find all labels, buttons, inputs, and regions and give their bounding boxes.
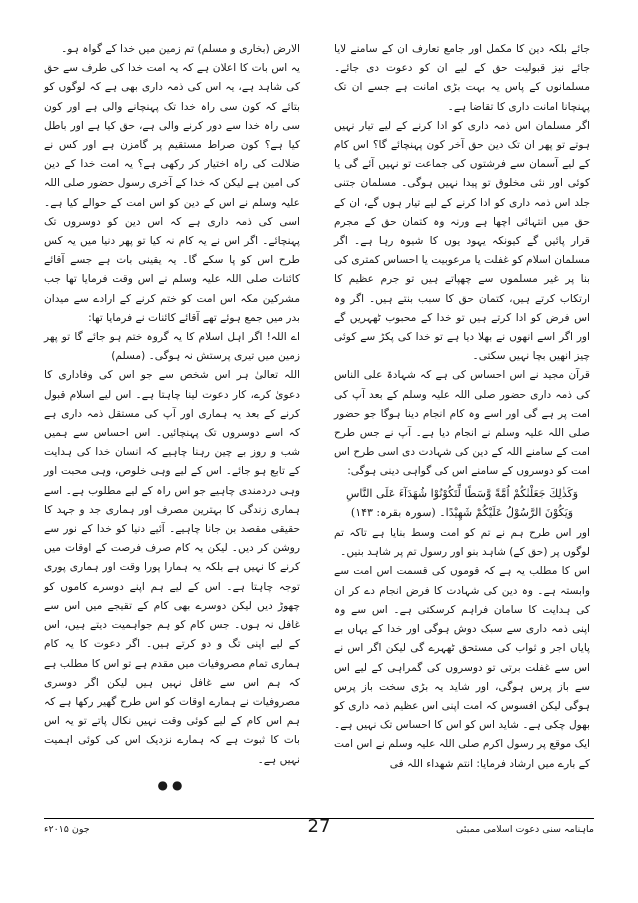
paragraph: الارض (بخاری و مسلم) تم زمین میں خدا کے گواہ ہو۔ <box>61 43 300 55</box>
paragraph: اور اس طرح ہم نے تم کو امت وسط بنایا ہے تاکہ تم لوگوں پر (حق کے) شاہد بنو اور رسول تم پر شاہد بنیں۔ <box>334 527 590 559</box>
page-footer <box>44 816 594 842</box>
quran-verse: وَكَذٰلِكَ جَعَلْنٰكُمْ اُمَّةً وَّسَطًا لِّتَكُوْنُوْا شُهَدَآءَ عَلَى النَّاسِ وَيَكُوْنَ الرَّسُوْلُ عَلَيْكُمْ شَهِيْدًا۔ (سورہ بقرہ: ۱۴۳) <box>345 486 579 519</box>
magazine-name: ماہنامہ سنی دعوت اسلامی ممبئی <box>455 824 594 835</box>
paragraph: یہ اس بات کا اعلان ہے کہ یہ امت خدا کی طرف سے حق کی شاہد ہے، یہ اس کی ذمہ داری بھی ہے کہ لوگوں کو بتائے کہ کون سی راہ خدا تک پہنچانے والی ہے اور کون سی راہ خدا سے دور کرنے والی ہے، حق کیا ہے اور باطل کیا ہے؟ کون صراط مستقیم پر گامزن ہے اور کس نے ضلالت کی راہ اختیار کر رکھی ہے؟ یہ امت خدا کے دین کی امین ہے لیکن کہ خدا کے آخری رسول حضور صلی اللہ علیہ وسلم نے اس کے دین کو اس امت کے حوالے کیا ہے۔ اسی کی ذمہ داری ہے کہ اس دین کو دوسروں تک پہنچائے۔ اگر اس نے یہ کام نہ کیا تو پھر دنیا میں یہ کس طرح اس کو پا سکے گا۔ یہ یقینی بات ہے جسے آقائے کائنات صلی اللہ علیہ وسلم نے اس وقت فرمایا تھا جب مشرکین مکہ اس امت کو ختم کرنے کے ارادے سے میدان بدر میں جمع ہوئے تھے آقائے کائنات نے فرمایا تھا: <box>44 62 300 324</box>
paragraph: جائے بلکہ دین کا مکمل اور جامع تعارف ان کے سامنے لایا جائے نیز قبولیت حق کے لیے ان کو دعوت دی جائے۔ مسلمانوں کے پاس یہ بہت بڑی امانت ہے جسے ان تک پہنچانا امانت داری کا تقاضا ہے۔ <box>334 43 590 113</box>
right-column <box>334 40 590 774</box>
page-number: 27 <box>307 816 331 837</box>
paragraph: اس کا مطلب یہ ہے کہ قوموں کی قسمت اس امت سے وابستہ ہے۔ وہ دین کی شہادت کا فرض انجام دے کر ان کی ہدایت کا سامان فراہم کرسکتی ہے۔ اس سے وہ اپنی ذمہ داری سے سبک دوش ہوگی اور خدا کے یہاں بے پایاں اجر و ثواب کی مستحق ٹھہرے گی لیکن اگر اس نے اس سے غفلت برتی تو دوسروں کی گمراہی کے لیے اس سے باز پرس ہوگی، اور شاید یہ بڑی سخت باز پرس ہوگی لیکن افسوس کہ امت اپنی اس عظیم ذمہ داری کو بھول چکی ہے۔ شاید اس کو اس کا احساس تک نہیں ہے۔ ایک موقع پر رسول اکرم صلی اللہ علیہ وسلم نے اس امت کے بارے میں ارشاد فرمایا: انتم شھداء اللہ فی <box>334 565 590 770</box>
paragraph: اگر مسلمان اس ذمہ داری کو ادا کرنے کے لیے تیار نہیں ہوتے تو پھر ان تک دین حق آخر کون پہنچائے گا؟ اس کام کے لیے آسمان سے فرشتوں کی جماعت تو نہیں آئے گی یا کوئی اور نئی مخلوق تو پیدا نہیں ہوگی۔ مسلمان جتنی جلد اس ذمہ داری کو ادا کرنے کے لیے تیار ہوں گے، ان کے حق میں انتہائی اچھا ہے ورنہ وہ کتمان حق کے مجرم قرار پائیں گے کیونکہ یہود یوں کا شیوہ رہا ہے۔ اگر مسلمان اسلام کو غفلت یا مرعوبیت یا احساس کمتری کی بنا پر غیر مسلموں سے چھپاتے ہیں تو جرم عظیم کا ارتکاب کرتے ہیں، کتمان حق کا سبب بنتے ہیں۔ اگر وہ اس فرض کو ادا کرتے ہیں تو خدا کے محبوب ٹھہریں گے اور اگر اسے انھوں نے بھلا دیا ہے تو خدا کی پکڑ سے کوئی چیز انھیں بچا نہیں سکتی۔ <box>334 119 590 363</box>
paragraph: قرآن مجید نے اس احساس کی ہے کہ شہادۃ علی الناس کی ذمہ داری حضور صلی اللہ علیہ وسلم کے بعد آپ کی امت پر ہے گی اور اسے وہ کام انجام دینا ہوگا جو حضور صلی اللہ علیہ وسلم نے انجام دیا ہے۔ آپ نے جس طرح امت کے سامنے اللہ کے دین کی شہادت دی اسی طرح اس امت کو دوسروں کے سامنے اس کی گواہی دینی ہوگی: <box>334 369 590 478</box>
left-column <box>44 40 300 795</box>
paragraph: اے اللہ! اگر اہل اسلام کا یہ گروہ ختم ہو جائے گا تو پھر زمین میں تیری پرستش نہ ہوگی۔ (مسلم) <box>44 331 300 363</box>
end-of-article-marks: ●● <box>157 777 187 792</box>
issue-date: جون ۲۰۱۵ء <box>44 824 90 835</box>
paragraph: اللہ تعالیٰ ہر اس شخص سے جو اس کی وفاداری کا دعویٰ کرے، کار دعوت لینا چاہتا ہے۔ اس لیے اسلام قبول کرنے کے بعد یہ ہماری اور آپ کی مستقل ذمہ داری ہے کہ اسے دوسروں تک پہنچائیں۔ اس احساس سے ہمیں شب و روز بے چین رہنا چاہیے کہ انسان خدا کی ہدایت کے تابع ہو جائے۔ اس کے لیے وہی خلوص، وہی محبت اور وہی دردمندی چاہیے جو اس راہ کے لیے مطلوب ہے۔ اسے ہماری زندگی کا بہترین مصرف اور ہماری جد و جہد کا حقیقی مقصد بن جانا چاہیے۔ آئیے دنیا کو خدا کے نور سے روشن کر دیں۔ لیکن یہ کام صرف فرصت کے اوقات میں کرنے کا نہیں ہے بلکہ یہ ہمارا پورا وقت اور ہماری پوری توجہ چاہتا ہے۔ اس کے لیے ہم اپنے دوسرے کاموں کو چھوڑ دیں لیکن دوسرے بھی کام کے تقیجے میں اس سے غافل نہ ہوں۔ جس کام کو ہم جواہمیت دیتے ہیں، اس کے لیے اپنی تگ و دو کرتے ہیں۔ اگر دعوت کا یہ کام ہماری تمام مصروفیات میں مقدم ہے تو اس کا مطلب ہے کہ ہم اس سے غافل نہیں ہیں لیکن اگر دوسری مصروفیات نے ہمارے اوقات کو اس طرح گھیر رکھا ہے کہ ہم اس کام کے لیے کوئی وقت نہیں نکال پاتے تو یہ اس بات کا ثبوت ہے کہ ہمارے نزدیک اس کی کوئی اہمیت نہیں ہے۔ <box>44 369 300 766</box>
